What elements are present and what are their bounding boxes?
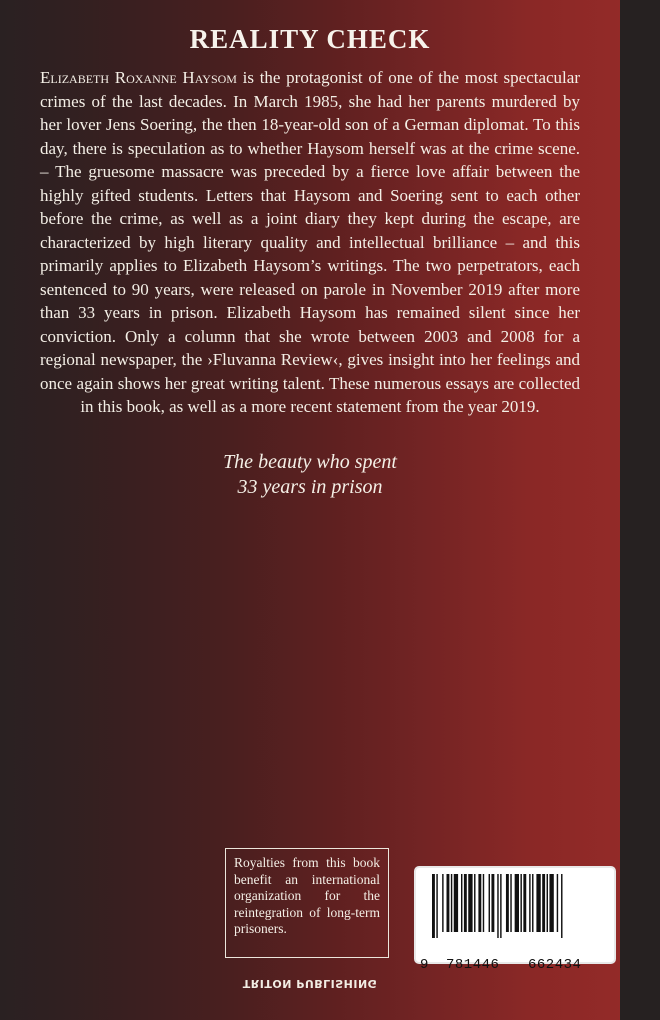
barcode-lead-digit: 9 xyxy=(420,957,429,973)
barcode-group-2: 662434 xyxy=(528,957,582,973)
tagline-line-1: The beauty who spent xyxy=(223,451,397,473)
royalties-note: Royalties from this book benefit an international organization for the reintegration of long-term prisoners. xyxy=(225,848,389,958)
tagline xyxy=(160,450,460,500)
book-title: REALITY CHECK xyxy=(189,24,431,54)
isbn-barcode xyxy=(414,866,616,973)
barcode-group-1: 781446 xyxy=(446,957,500,973)
blurb-body: is the protagonist of one of the most spectacular crimes of the last decades. In March 1985, she had her parents murdered by her lover Jens Soering, the then 18-year-old son of a German diplomat. To this day, there is speculation as to whether Haysom herself was at the crime scene. – The gruesome massacre was preceded by a fierce love affair between the highly gifted students. Letters that Haysom and Soering sent to each other before the crime, as well as a joint diary they kept during the escape, are characterized by high literary quality and intellectual brilliance – and this primarily applies to Elizabeth Haysom’s writings. The two perpetrators, each sentenced to 90 years, were released on parole in November 2019 after more than 33 years in prison. Elizabeth Haysom has remained silent since her conviction. Only a column that she wrote between 2003 and 2008 for a regional newspaper, the ›Fluvanna Review‹, gives insight into her feelings and once again shows her great writing talent. These numerous essays are collected in this book, as well as a more recent statement from the year 2019. xyxy=(40,68,580,416)
spine-strip xyxy=(620,0,660,1020)
blurb-text xyxy=(40,66,580,419)
tagline-line-2: 33 years in prison xyxy=(237,476,383,498)
author-name: Elizabeth Roxanne Haysom xyxy=(40,68,237,87)
publisher-name: TRITON PUBLISHING xyxy=(242,977,378,990)
barcode-bars xyxy=(432,874,602,938)
